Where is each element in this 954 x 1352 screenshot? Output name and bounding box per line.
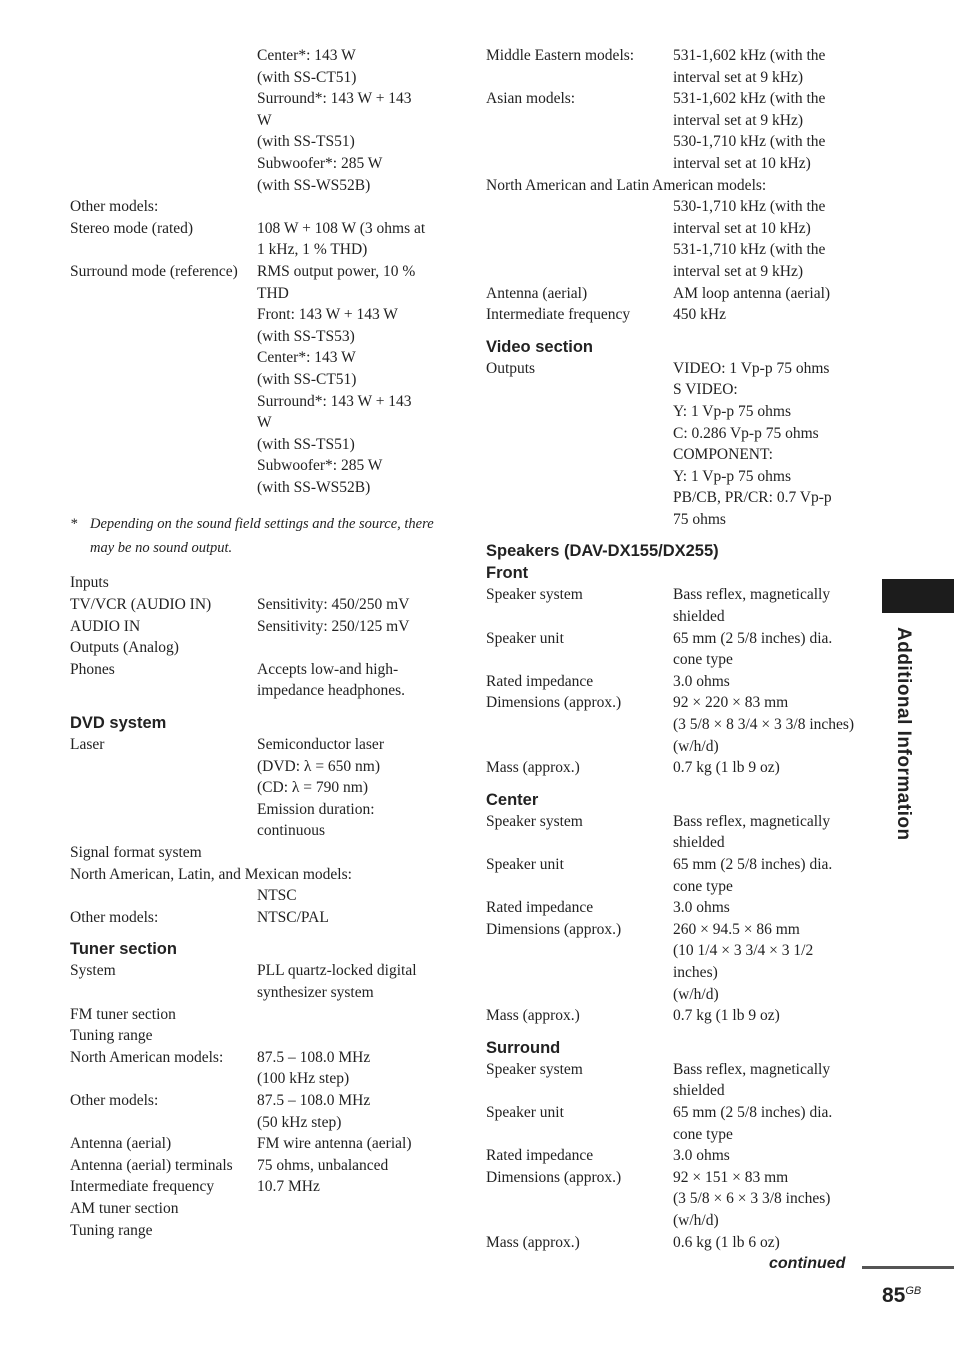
spec-label: Outputs <box>486 359 536 377</box>
spec-value-continued: (with SS-CT51) <box>257 68 357 86</box>
spec-value-continued: S VIDEO: <box>673 381 738 399</box>
spec-value-continued: W <box>257 414 272 432</box>
spec-value-continued: (with SS-TS51) <box>257 133 355 151</box>
spec-value: 65 mm (2 5/8 inches) dia. <box>673 1103 833 1121</box>
spec-label: North American models: <box>70 1048 224 1066</box>
spec-label: Speaker unit <box>486 629 564 647</box>
spec-label: Stereo mode (rated) <box>70 219 194 237</box>
spec-value-continued: NTSC <box>257 887 297 905</box>
spec-value: 0.6 kg (1 lb 6 oz) <box>673 1233 780 1251</box>
spec-value-continued: shielded <box>673 1082 725 1100</box>
spec-value-continued: COMPONENT: <box>673 446 773 464</box>
spec-value-continued: interval set at 9 kHz) <box>673 68 803 86</box>
spec-label: Antenna (aerial) <box>486 284 588 302</box>
spec-value-continued: Y: 1 Vp-p 75 ohms <box>673 402 791 420</box>
spec-value-continued: THD <box>257 284 289 302</box>
spec-row <box>70 734 450 756</box>
spec-value-continued: 531-1,710 kHz (with the <box>673 241 826 259</box>
spec-value: Sensitivity: 250/125 mV <box>257 617 410 635</box>
footnote-text: Depending on the sound field settings and the source, there may be no sound output. <box>90 516 434 557</box>
spec-label: Dimensions (approx.) <box>486 694 622 712</box>
spec-value-continued: interval set at 9 kHz) <box>673 111 803 129</box>
spec-value-continued: shielded <box>673 834 725 852</box>
spec-value: AM loop antenna (aerial) <box>673 284 831 302</box>
spec-value: 531-1,602 kHz (with the <box>673 47 826 64</box>
spec-label: Speaker system <box>486 1060 583 1078</box>
spec-value: 3.0 ohms <box>673 899 730 917</box>
spec-row <box>486 811 856 833</box>
spec-row <box>486 304 856 326</box>
spec-value-continued: 75 ohms <box>673 510 726 528</box>
spec-row <box>70 616 450 638</box>
spec-row <box>486 1232 856 1254</box>
left-column <box>70 45 450 1241</box>
spec-row <box>70 1155 450 1177</box>
spec-label: Speaker unit <box>486 856 564 873</box>
spec-row <box>486 671 856 693</box>
spec-value-continued: (w/h/d) <box>673 985 719 1003</box>
spec-label: System <box>70 962 116 980</box>
spec-row <box>486 897 856 919</box>
spec-value: 108 W + 108 W (3 ohms at <box>257 219 426 237</box>
spec-value: 65 mm (2 5/8 inches) dia. <box>673 629 833 647</box>
spec-value: 65 mm (2 5/8 inches) dia. <box>673 856 833 873</box>
spec-label: AUDIO IN <box>70 617 141 635</box>
spec-label-full: Inputs <box>70 574 109 592</box>
section-heading: Center <box>486 790 539 809</box>
spec-label-full: AM tuner section <box>70 1199 179 1217</box>
spec-value-continued: Subwoofer*: 285 W <box>257 154 383 172</box>
spec-value: 87.5 – 108.0 MHz <box>257 1091 371 1109</box>
continued-rule <box>862 1266 954 1269</box>
spec-label-full: Other models: <box>70 198 159 216</box>
spec-value-continued: 530-1,710 kHz (with the <box>673 133 826 151</box>
spec-value: 75 ohms, unbalanced <box>257 1156 389 1174</box>
spec-value: 87.5 – 108.0 MHz <box>257 1048 371 1066</box>
section-heading: Video section <box>486 337 593 356</box>
spec-row <box>70 218 450 240</box>
spec-value-continued: (with SS-TS51) <box>257 435 355 453</box>
spec-row <box>486 1145 856 1167</box>
spec-value-continued: Emission duration: <box>257 800 375 818</box>
spec-value: 0.7 kg (1 lb 9 oz) <box>673 759 780 777</box>
spec-value: VIDEO: 1 Vp-p 75 ohms <box>673 359 830 377</box>
spec-value-continued: (w/h/d) <box>673 737 719 755</box>
spec-row <box>486 584 856 606</box>
spec-row <box>70 1047 450 1069</box>
spec-label: Intermediate frequency <box>70 1178 215 1196</box>
spec-label: Antenna (aerial) terminals <box>70 1156 233 1174</box>
spec-row <box>486 854 856 876</box>
spec-row <box>486 692 856 714</box>
spec-value-continued: (50 kHz step) <box>257 1113 342 1131</box>
spec-value: Semiconductor laser <box>257 736 384 754</box>
spec-label: Other models: <box>70 1091 159 1109</box>
spec-row <box>486 1005 856 1027</box>
spec-row <box>486 283 856 305</box>
page-number-value: 85 <box>882 1284 906 1307</box>
spec-label-full: North American, Latin, and Mexican models: <box>70 865 352 883</box>
spec-label: Antenna (aerial) <box>70 1135 172 1153</box>
spec-value: 92 × 220 × 83 mm <box>673 694 789 712</box>
section-heading: Tuner section <box>70 940 177 959</box>
spec-row <box>486 1102 856 1124</box>
spec-label-full: Tuning range <box>70 1221 153 1239</box>
spec-row <box>70 1133 450 1155</box>
spec-label: Other models: <box>70 908 159 926</box>
spec-value: 3.0 ohms <box>673 1147 730 1165</box>
subsection-heading: Front <box>486 564 529 583</box>
spec-value-continued: C: 0.286 Vp-p 75 ohms <box>673 424 819 442</box>
spec-value: NTSC/PAL <box>257 908 329 926</box>
spec-value-continued: Y: 1 Vp-p 75 ohms <box>673 467 791 485</box>
spec-value-continued: (with SS-CT51) <box>257 370 357 388</box>
spec-label: Mass (approx.) <box>486 1233 580 1251</box>
spec-value-continued: continuous <box>257 822 326 840</box>
spec-value-continued: Surround*: 143 W + 143 <box>257 392 412 410</box>
section-heading: Surround <box>486 1038 561 1057</box>
spec-value: FM wire antenna (aerial) <box>257 1135 412 1153</box>
spec-row <box>486 45 856 67</box>
spec-value: 10.7 MHz <box>257 1178 320 1196</box>
spec-label: Surround mode (reference) <box>70 262 238 280</box>
spec-value: Sensitivity: 450/250 mV <box>257 596 410 614</box>
spec-label: Dimensions (approx.) <box>486 1168 622 1186</box>
spec-value-continued: (3 5/8 × 6 × 3 3/8 inches) <box>673 1190 831 1208</box>
continued-label: continued <box>769 1255 846 1272</box>
spec-label: Speaker system <box>486 586 583 604</box>
spec-row <box>486 358 856 380</box>
spec-row <box>70 659 450 681</box>
spec-value-continued: Surround*: 143 W + 143 <box>257 90 412 108</box>
spec-value: 260 × 94.5 × 86 mm <box>673 920 800 938</box>
spec-label: Speaker unit <box>486 1103 564 1121</box>
spec-value-continued: interval set at 10 kHz) <box>673 219 811 237</box>
page-number-suffix: GB <box>905 1285 922 1297</box>
spec-value: 0.7 kg (1 lb 9 oz) <box>673 1007 780 1025</box>
spec-row <box>70 960 450 982</box>
spec-value-continued: Front: 143 W + 143 W <box>257 306 398 324</box>
spec-value-continued: cone type <box>673 877 733 895</box>
spec-label: Intermediate frequency <box>486 306 631 324</box>
spec-label: Mass (approx.) <box>486 759 580 777</box>
section-heading: DVD system <box>70 714 167 733</box>
spec-value-continued: shielded <box>673 608 725 626</box>
spec-value-continued: cone type <box>673 651 733 669</box>
spec-value: PLL quartz-locked digital <box>257 962 417 980</box>
right-column <box>486 45 856 1253</box>
spec-label: Speaker system <box>486 812 583 830</box>
spec-value: 531-1,602 kHz (with the <box>673 90 826 108</box>
footnote <box>70 512 450 560</box>
spec-row <box>70 1090 450 1112</box>
spec-value-continued: cone type <box>673 1125 733 1143</box>
spec-value-continued: impedance headphones. <box>257 682 406 700</box>
spec-label: Rated impedance <box>486 899 594 917</box>
section-tab <box>882 579 954 613</box>
spec-label: Rated impedance <box>486 672 594 690</box>
spec-value: 92 × 151 × 83 mm <box>673 1168 789 1186</box>
page-number <box>882 1284 921 1308</box>
spec-value-continued: Center*: 143 W <box>257 349 356 367</box>
spec-value-continued: (100 kHz step) <box>257 1070 350 1088</box>
spec-row <box>486 1059 856 1081</box>
spec-value-continued: interval set at 10 kHz) <box>673 154 811 172</box>
spec-value-continued: Subwoofer*: 285 W <box>257 457 383 475</box>
spec-value: RMS output power, 10 % <box>257 262 416 280</box>
spec-row <box>486 919 856 941</box>
spec-label-full: FM tuner section <box>70 1005 176 1023</box>
spec-label-full: Outputs (Analog) <box>70 639 179 657</box>
spec-value-continued: PB/CB, PR/CR: 0.7 Vp-p <box>673 489 832 507</box>
spec-value-continued: 1 kHz, 1 % THD) <box>257 241 368 259</box>
section-heading: Speakers (DAV-DX155/DX255) <box>486 542 719 561</box>
spec-value: 3.0 ohms <box>673 672 730 690</box>
footnote-mark: * <box>70 516 78 533</box>
spec-row <box>70 1176 450 1198</box>
spec-label-full: Signal format system <box>70 844 202 861</box>
spec-row <box>486 628 856 650</box>
spec-value: Bass reflex, magnetically <box>673 1060 831 1078</box>
spec-label: Middle Eastern models: <box>486 47 635 64</box>
spec-value-continued: (w/h/d) <box>673 1211 719 1229</box>
spec-label-full: Tuning range <box>70 1027 153 1045</box>
spec-value-continued: Center*: 143 W <box>257 47 356 64</box>
spec-value-continued: synthesizer system <box>257 983 374 1001</box>
spec-value-continued: (10 1/4 × 3 3/4 × 3 1/2 inches) <box>673 942 814 981</box>
spec-label: Laser <box>70 736 105 754</box>
spec-value: 450 kHz <box>673 306 726 324</box>
spec-value-continued: (3 5/8 × 8 3/4 × 3 3/8 inches) <box>673 716 855 734</box>
spec-label: Mass (approx.) <box>486 1007 580 1025</box>
spec-row <box>70 261 450 283</box>
spec-value-continued: interval set at 9 kHz) <box>673 262 803 280</box>
section-tab-label-wrap <box>892 627 922 857</box>
spec-label: Dimensions (approx.) <box>486 920 622 938</box>
section-tab-label: Additional Information <box>893 627 914 841</box>
spec-value: Bass reflex, magnetically <box>673 812 831 830</box>
spec-value: Bass reflex, magnetically <box>673 586 831 604</box>
spec-row <box>486 757 856 779</box>
spec-label: Phones <box>70 660 115 678</box>
spec-value-continued: (CD: λ = 790 nm) <box>257 779 368 797</box>
spec-label: TV/VCR (AUDIO IN) <box>70 596 212 614</box>
spec-row <box>486 1167 856 1189</box>
spec-value: Accepts low-and high- <box>257 660 399 678</box>
spec-value-continued: W <box>257 111 272 129</box>
spec-label: Asian models: <box>486 90 576 108</box>
spec-row <box>70 594 450 616</box>
spec-value-continued: (with SS-WS52B) <box>257 176 371 194</box>
spec-row <box>70 907 450 929</box>
spec-value-continued: (with SS-WS52B) <box>257 478 371 496</box>
spec-row <box>486 88 856 110</box>
spec-value-continued: 530-1,710 kHz (with the <box>673 198 826 216</box>
spec-value-continued: (with SS-TS53) <box>257 327 355 345</box>
spec-value-continued: (DVD: λ = 650 nm) <box>257 757 381 775</box>
spec-label-full: North American and Latin American models: <box>486 176 767 194</box>
spec-label: Rated impedance <box>486 1147 594 1165</box>
